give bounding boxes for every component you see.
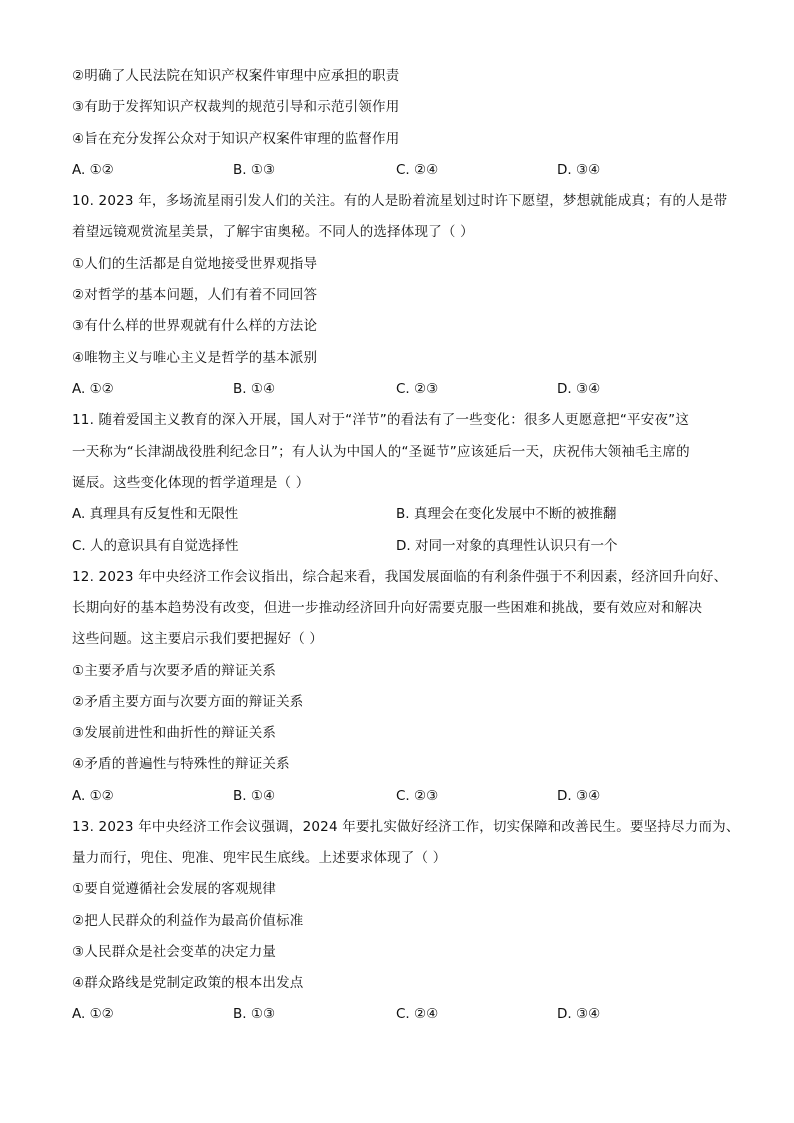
q11-option-b[interactable]: B. 真理会在变化发展中不断的被推翻 [396,506,617,522]
q13-option-d[interactable]: D. ③④ [557,1006,601,1022]
q10-stem-line-2: 着望远镜观赏流星美景，了解宇宙奥秘。不同人的选择体现了（ ） [72,224,474,240]
q12-option-a[interactable]: A. ①② [72,788,114,804]
q10-option-b[interactable]: B. ①④ [233,381,276,397]
q13-statement-3: ③人民群众是社会变革的决定力量 [72,944,277,960]
q10-option-d[interactable]: D. ③④ [557,381,601,397]
q11-option-a[interactable]: A. 真理具有反复性和无限性 [72,506,239,522]
q12-stem-line-3: 这些问题。这主要启示我们要把握好（ ） [72,631,324,647]
q12-statement-1: ①主要矛盾与次要矛盾的辩证关系 [72,663,277,679]
q9-option-c[interactable]: C. ②④ [396,162,439,178]
q10-statement-3: ③有什么样的世界观就有什么样的方法论 [72,318,318,334]
q11-stem-line-1: 11. 随着爱国主义教育的深入开展，国人对于“洋节”的看法有了一些变化：很多人更愿意把“平安夜”这 [72,412,690,428]
q12-statement-4: ④矛盾的普遍性与特殊性的辩证关系 [72,756,290,772]
q10-option-a[interactable]: A. ①② [72,381,114,397]
q13-option-a[interactable]: A. ①② [72,1006,114,1022]
q12-statement-2: ②矛盾主要方面与次要方面的辩证关系 [72,694,304,710]
q13-option-b[interactable]: B. ①③ [233,1006,276,1022]
q11-stem-line-3: 诞辰。这些变化体现的哲学道理是（ ） [72,475,310,491]
q9-option-d[interactable]: D. ③④ [557,162,601,178]
q11-option-d[interactable]: D. 对同一对象的真理性认识只有一个 [396,538,618,554]
q9-statement-3: ③有助于发挥知识产权裁判的规范引导和示范引领作用 [72,99,400,115]
q10-statement-2: ②对哲学的基本问题，人们有着不同回答 [72,287,318,303]
q11-stem-line-2: 一天称为“长津湖战役胜利纪念日”；有人认为中国人的“圣诞节”应该延后一天，庆祝伟大领袖毛主席的 [72,444,690,460]
q12-stem-line-2: 长期向好的基本趋势没有改变，但进一步推动经济回升向好需要克服一些困难和挑战，要有效应对和解决 [72,600,703,616]
q9-option-a[interactable]: A. ①② [72,162,114,178]
q12-option-d[interactable]: D. ③④ [557,788,601,804]
q13-statement-1: ①要自觉遵循社会发展的客观规律 [72,881,277,897]
q13-statement-4: ④群众路线是党制定政策的根本出发点 [72,975,304,991]
q11-option-c[interactable]: C. 人的意识具有自觉选择性 [72,538,239,554]
q10-stem-line-1: 10. 2023 年，多场流星雨引发人们的关注。有的人是盼着流星划过时许下愿望，梦想就能成真；有的人是带 [72,193,728,209]
q9-statement-2: ②明确了人民法院在知识产权案件审理中应承担的职责 [72,68,400,84]
q12-option-b[interactable]: B. ①④ [233,788,276,804]
q9-statement-4: ④旨在充分发挥公众对于知识产权案件审理的监督作用 [72,131,400,147]
q10-option-c[interactable]: C. ②③ [396,381,439,397]
q10-statement-1: ①人们的生活都是自觉地接受世界观指导 [72,256,318,272]
q10-statement-4: ④唯物主义与唯心主义是哲学的基本派别 [72,350,318,366]
q13-stem-line-1: 13. 2023 年中央经济工作会议强调，2024 年要扎实做好经济工作，切实保障和改善民生。要坚持尽力而为、 [72,819,740,835]
q13-stem-line-2: 量力而行，兜住、兜准、兜牢民生底线。上述要求体现了（ ） [72,850,447,866]
q12-statement-3: ③发展前进性和曲折性的辩证关系 [72,725,277,741]
q12-option-c[interactable]: C. ②③ [396,788,439,804]
q13-statement-2: ②把人民群众的利益作为最高价值标准 [72,913,304,929]
q9-option-b[interactable]: B. ①③ [233,162,276,178]
q13-option-c[interactable]: C. ②④ [396,1006,439,1022]
q12-stem-line-1: 12. 2023 年中央经济工作会议指出，综合起来看，我国发展面临的有利条件强于不利因素，经济回升向好、 [72,569,728,585]
